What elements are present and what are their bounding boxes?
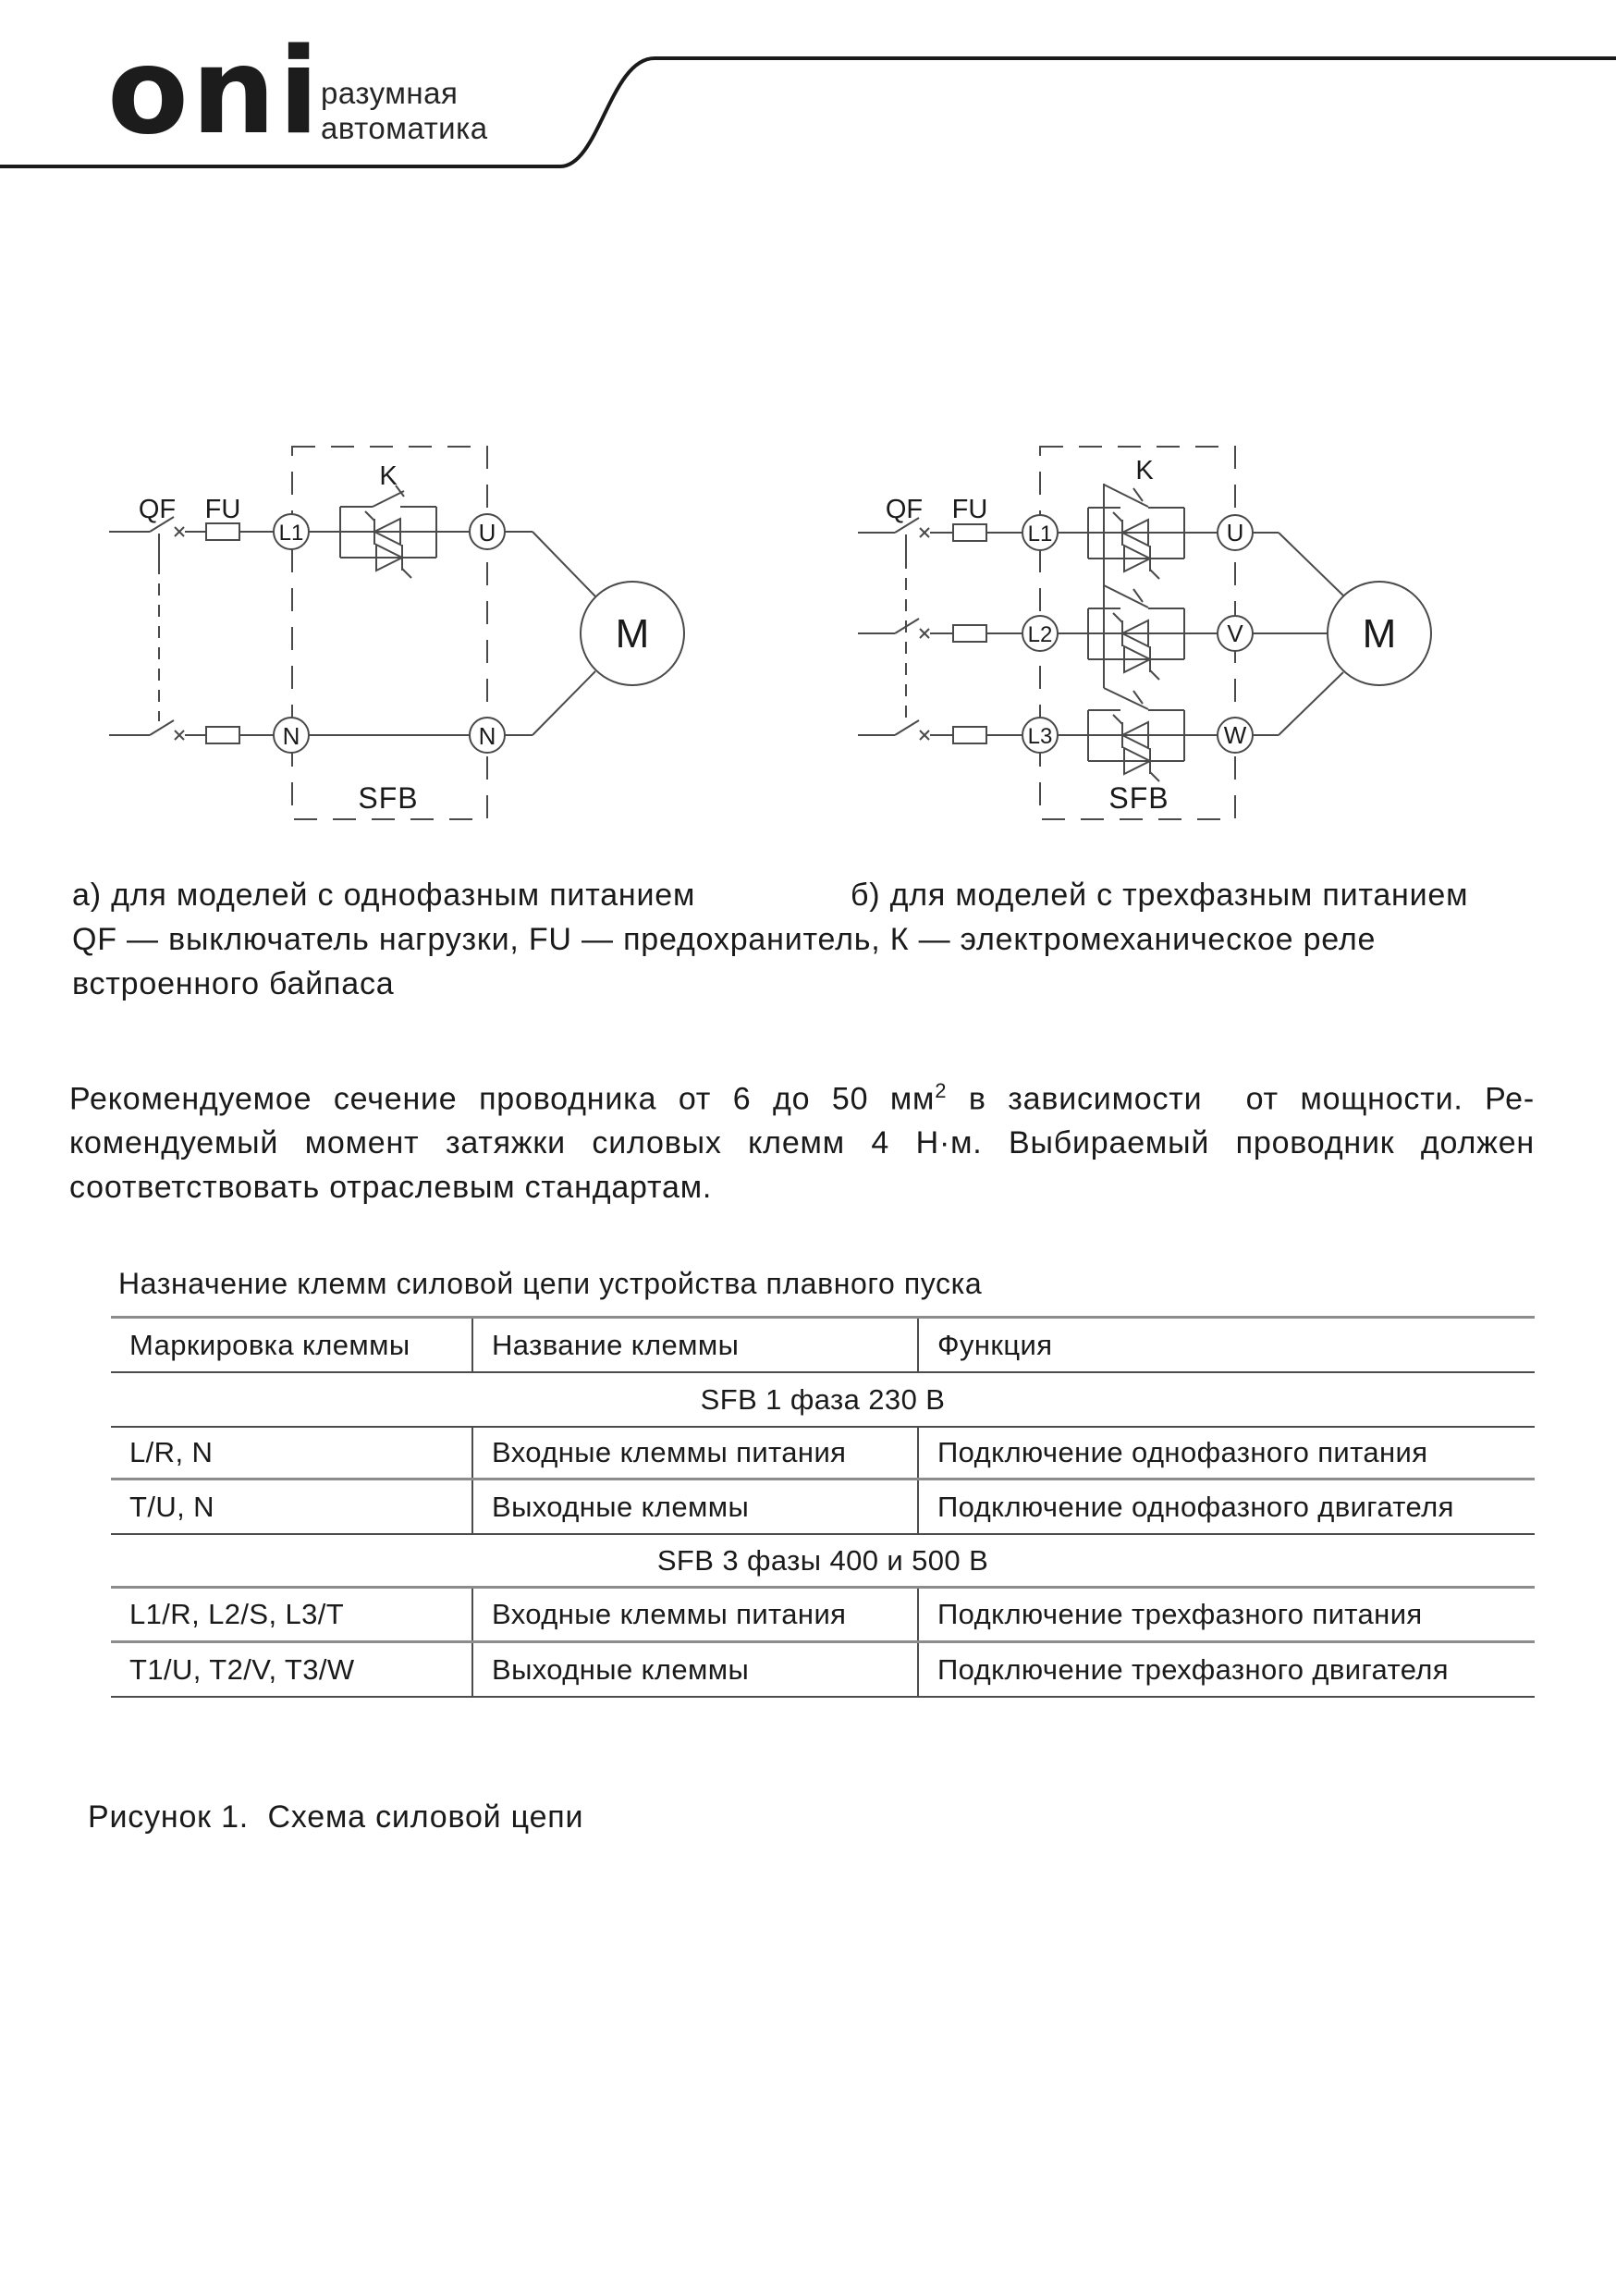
- fu-label: FU: [951, 495, 988, 524]
- superscript-2: 2: [935, 1079, 948, 1102]
- oni-logo: oni: [107, 23, 322, 161]
- qf-switch-pole2: [895, 619, 929, 638]
- legend-line1: QF — выключатель нагрузки, FU — предохранитель, К — электромеханическое реле: [72, 922, 1377, 957]
- fuse-symbol: [953, 625, 986, 642]
- k-label: K: [1135, 456, 1154, 485]
- paragraph-line2: комендуемый момент затяжки силовых клемм 4 Н·м. Выбираемый проводник должен: [69, 1125, 1535, 1161]
- table-header-row: [111, 1319, 1535, 1373]
- thyristor-pair: [365, 511, 411, 578]
- conductor-paragraph: [69, 1073, 1535, 1206]
- terminal-n-out-label: N: [478, 722, 496, 750]
- legend-line2: встроенного байпаса: [72, 966, 395, 1001]
- qf-label: QF: [885, 495, 924, 524]
- table-section-row: [111, 1373, 1535, 1428]
- tagline-line1: разумная: [321, 76, 459, 110]
- terminal-l2-label: L2: [1027, 622, 1053, 647]
- figure1-circuit-diagrams: [0, 0, 1616, 888]
- terminal-n-in-label: N: [282, 722, 300, 750]
- column-header: Маркировка клеммы: [129, 1328, 410, 1361]
- paragraph-line1: Рекомендуемое сечение проводника от 6 до 50 $мм^2$ в зависимости от мощности. Ре-: [69, 1079, 1535, 1117]
- terminal-u-label: U: [478, 519, 496, 546]
- qf-switch-pole2: [150, 720, 184, 740]
- paragraph-line3: соответствовать отраслевым стандартам.: [69, 1170, 713, 1206]
- fuse-symbol: [953, 727, 986, 743]
- k-label: K: [379, 461, 398, 491]
- fu-label: FU: [204, 495, 241, 524]
- table-row: T1/U, T2/V, T3/W Выходные клеммы Подключение трехфазного двигателя: [111, 1643, 1535, 1698]
- terminal-w-label: W: [1223, 721, 1247, 749]
- column-header: Название клеммы: [471, 1319, 917, 1371]
- diagram-three-phase: [858, 447, 1431, 819]
- sfb-label: SFB: [358, 781, 419, 815]
- terminal-l1-label: L1: [1027, 522, 1053, 546]
- qf-label: QF: [138, 495, 177, 524]
- fuse-symbol: [206, 523, 239, 540]
- table-row: T/U, N Выходные клеммы Подключение однофазного двигателя: [111, 1480, 1535, 1535]
- column-header: Функция: [917, 1319, 1535, 1371]
- table-row: L1/R, L2/S, L3/T Входные клеммы питания Подключение трехфазного питания: [111, 1589, 1535, 1643]
- tagline-line2: автоматика: [321, 111, 488, 145]
- fuse-symbol: [953, 524, 986, 541]
- caption-variant-b: б) для моделей с трехфазным питанием: [851, 878, 1469, 913]
- thyristor-pair-3: [1113, 715, 1159, 781]
- qf-switch-pole3: [895, 720, 929, 740]
- sfb-dashed-boundary: [292, 447, 487, 819]
- diagram-single-phase: [109, 447, 684, 819]
- section-title: SFB 1 фаза 230 В: [700, 1382, 946, 1416]
- sfb-label: SFB: [1108, 781, 1169, 815]
- terminal-l3-label: L3: [1027, 724, 1053, 749]
- table-row: L/R, N Входные клеммы питания Подключение однофазного питания: [111, 1428, 1535, 1480]
- terminal-v-label: V: [1227, 620, 1243, 647]
- table-caption: Назначение клемм силовой цепи устройства плавного пуска: [118, 1267, 983, 1300]
- motor-label: M: [1362, 611, 1397, 657]
- terminal-u-label: U: [1226, 519, 1244, 546]
- figure-name: Рисунок 1. Схема силовой цепи: [88, 1799, 584, 1835]
- terminal-table: [111, 1316, 1535, 1698]
- motor-label: M: [615, 611, 650, 657]
- caption-variant-a: а) для моделей с однофазным питанием: [72, 878, 696, 913]
- fuse-symbol: [206, 727, 239, 743]
- table-section-row: [111, 1535, 1535, 1589]
- section-title: SFB 3 фазы 400 и 500 В: [656, 1543, 989, 1577]
- thyristor-pair-1: [1113, 512, 1159, 579]
- thyristor-pair-2: [1113, 613, 1159, 680]
- terminal-l1-label: L1: [278, 521, 304, 546]
